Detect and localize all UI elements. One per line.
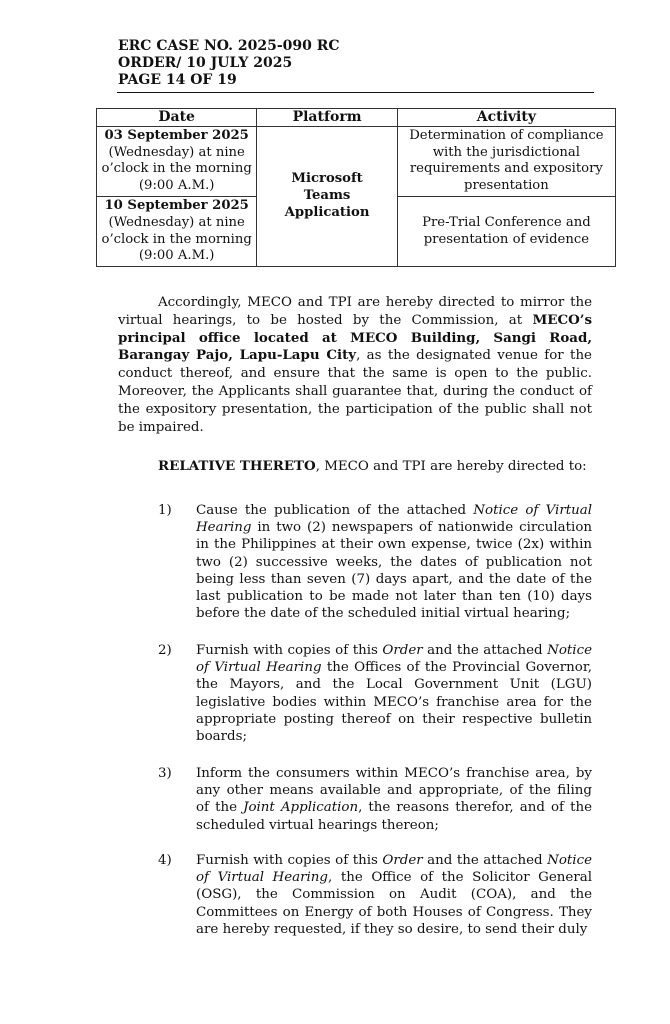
item-text: Furnish with copies of this Order and the attached Notice of Virtual Hearing the Offices of the Provincial Governor, the Mayors, and the Local Government Unit (LGU) legislative bodies within MECO’s franchise area for the appropriate posting thereof on their respective bulletin boards; [196, 643, 593, 745]
item-number: 1) [158, 503, 172, 518]
date-cell [97, 196, 257, 266]
item-text: Cause the publication of the attached Notice of Virtual Hearing in two (2) newspapers of nationwide circulation in the Philippines at their own expense, twice (2x) within two (2) successive weeks, the dates of publication not being less than seven (7) days apart, and the date of the last publication to be made not later than ten (10) days before the date of the scheduled initial virtual hearing; [196, 503, 592, 622]
case-header [118, 38, 340, 89]
paragraph-text: , as the designated venue for the conduct thereof, and ensure that the same is open to the public. Moreover, the Applicants shall guarantee that, during the conduct of the expository presentation, the participation of the public shall not be impaired. [118, 348, 592, 435]
venue-paragraph [118, 294, 592, 436]
activity-cell: Determination of compliance with the jurisdictional requirements and expository presentation [397, 126, 615, 196]
header-activity: Activity [397, 109, 615, 127]
order-date: ORDER/ 10 JULY 2025 [118, 55, 293, 71]
date-bold: 10 September 2025 [104, 197, 249, 213]
paragraph-text: Accordingly, MECO and TPI are hereby directed to mirror the virtual hearings, to be hosted by the Commission, at [118, 295, 592, 328]
header-rule [117, 92, 594, 93]
venue-bold-text: MECO’s principal office located at MECO Building, Sangi Road, Barangay Pajo, Lapu-Lapu City [118, 311, 592, 364]
table-header-row [97, 109, 616, 127]
relative-text: , MECO and TPI are hereby directed to: [315, 459, 587, 474]
item-text: Inform the consumers within MECO’s franchise area, by any other means available and appropriate, of the filing of the Joint Application, the reasons therefor, and of the scheduled virtual hearings thereon; [196, 766, 592, 833]
date-bold: 03 September 2025 [104, 127, 249, 143]
case-number: ERC CASE NO. 2025-090 RC [118, 38, 340, 54]
item-number: 3) [158, 766, 172, 781]
activity-cell: Pre-Trial Conference and presentation of evidence [397, 196, 615, 266]
hearing-schedule-table [96, 108, 616, 267]
header-platform: Platform [257, 109, 397, 127]
header-date: Date [97, 109, 257, 127]
relative-bold: RELATIVE THERETO [158, 458, 316, 474]
item-number: 2) [158, 643, 172, 658]
date-cell [97, 126, 257, 196]
item-number: 4) [158, 853, 172, 868]
page-number: PAGE 14 OF 19 [118, 72, 237, 88]
date-detail: (Wednesday) at nine o’clock in the morning (9:00 A.M.) [101, 214, 252, 264]
table-row [97, 126, 616, 196]
date-detail: (Wednesday) at nine o’clock in the morning (9:00 A.M.) [101, 144, 252, 194]
relative-thereto-line [158, 458, 587, 474]
item-text: Furnish with copies of this Order and the attached Notice of Virtual Hearing, the Office of the Solicitor General (OSG), the Commission on Audit (COA), and the Committees on Energy of both Houses of Congress. They are hereby requested, if they so desire, to send their duly [196, 853, 593, 937]
platform-cell: Microsoft Teams Application [257, 126, 397, 266]
